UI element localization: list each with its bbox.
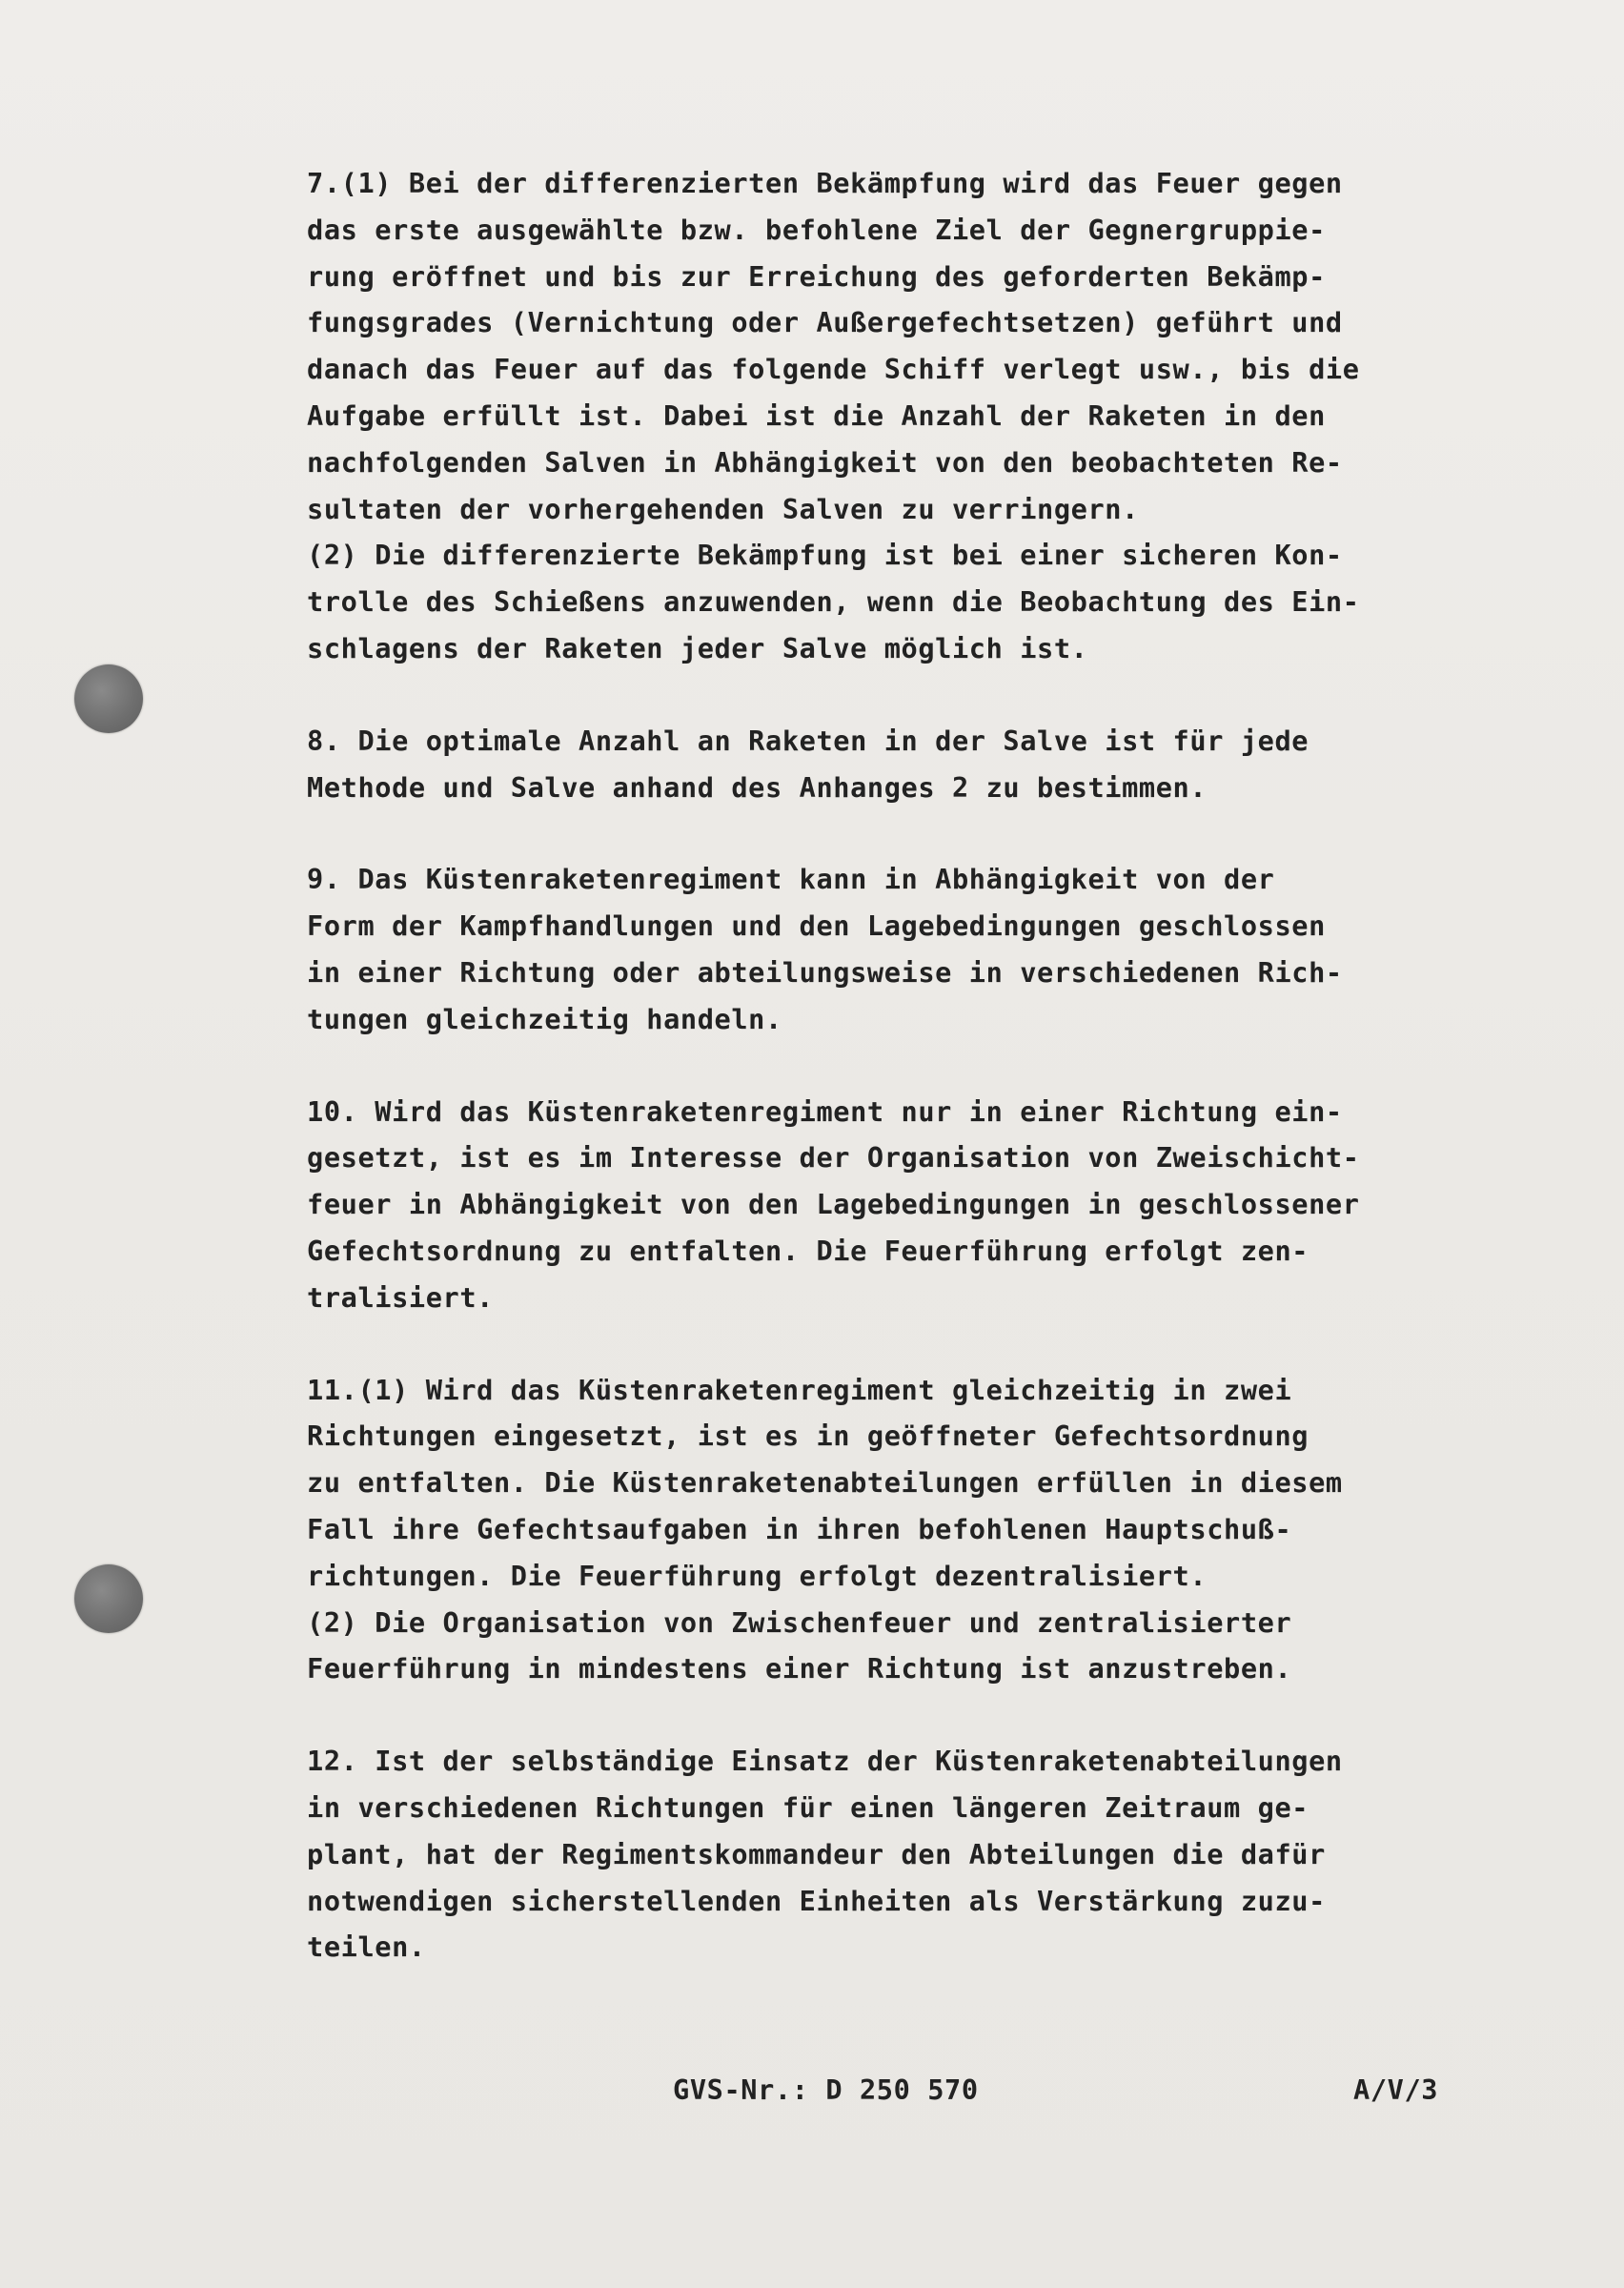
text-line: trolle des Schießens anzuwenden, wenn die Beobachtung des Ein-: [307, 585, 1360, 619]
paragraph-12: [307, 1738, 1498, 1971]
paragraph-8: [307, 718, 1498, 811]
punch-hole-upper: [74, 664, 143, 733]
text-line: 10. Wird das Küstenraketenregiment nur in einer Richtung ein-: [307, 1094, 1343, 1128]
text-line: Gefechtsordnung zu entfalten. Die Feuerführung erfolgt zen-: [307, 1234, 1309, 1267]
text-line: richtungen. Die Feuerführung erfolgt dezentralisiert.: [307, 1559, 1208, 1592]
document-body: [307, 160, 1498, 1971]
text-line: nachfolgenden Salven in Abhängigkeit von den beobachteten Re-: [307, 445, 1343, 479]
text-line: teilen.: [307, 1930, 426, 1964]
text-line: Richtungen eingesetzt, ist es in geöffneter Gefechtsordnung: [307, 1420, 1309, 1453]
paragraph-7: [307, 160, 1498, 672]
text-line: Methode und Salve anhand des Anhanges 2 zu bestimmen.: [307, 770, 1208, 804]
text-line: in einer Richtung oder abteilungsweise in verschiedenen Rich-: [307, 955, 1343, 989]
punch-hole-lower: [74, 1564, 143, 1633]
text-line: danach das Feuer auf das folgende Schiff verlegt usw., bis die: [307, 353, 1360, 386]
paragraph-10: [307, 1089, 1498, 1321]
text-line: plant, hat der Regimentskommandeur den Abteilungen die dafür: [307, 1837, 1326, 1870]
text-line: rung eröffnet und bis zur Erreichung des geforderten Bekämp-: [307, 259, 1326, 293]
text-line: (2) Die differenzierte Bekämpfung ist bei einer sicheren Kon-: [307, 539, 1343, 572]
paragraph-9: [307, 856, 1498, 1042]
text-line: 11.(1) Wird das Küstenraketenregiment gleichzeitig in zwei: [307, 1373, 1292, 1406]
text-line: Feuerführung in mindestens einer Richtung ist anzustreben.: [307, 1652, 1292, 1685]
text-line: tralisiert.: [307, 1280, 494, 1314]
text-line: zu entfalten. Die Küstenraketenabteilungen erfüllen in diesem: [307, 1466, 1343, 1500]
text-line: schlagens der Raketen jeder Salve möglich ist.: [307, 631, 1088, 664]
text-line: Form der Kampfhandlungen und den Lagebedingungen geschlossen: [307, 909, 1326, 943]
text-line: das erste ausgewählte bzw. befohlene Ziel der Gegnergruppie-: [307, 213, 1326, 246]
text-line: sultaten der vorhergehenden Salven zu verringern.: [307, 492, 1139, 525]
text-line: feuer in Abhängigkeit von den Lagebedingungen in geschlossener: [307, 1188, 1360, 1221]
text-line: gesetzt, ist es im Interesse der Organisation von Zweischicht-: [307, 1141, 1360, 1175]
text-line: 7.(1) Bei der differenzierten Bekämpfung wird das Feuer gegen: [307, 167, 1343, 199]
paragraph-11: [307, 1367, 1498, 1693]
text-line: tungen gleichzeitig handeln.: [307, 1002, 782, 1035]
page-identifier: A/V/3: [1353, 2074, 1439, 2106]
text-line: (2) Die Organisation von Zwischenfeuer und zentralisierter: [307, 1605, 1292, 1639]
text-line: 12. Ist der selbständige Einsatz der Küstenraketenabteilungen: [307, 1745, 1343, 1778]
text-line: in verschiedenen Richtungen für einen längeren Zeitraum ge-: [307, 1790, 1309, 1824]
text-line: 9. Das Küstenraketenregiment kann in Abhängigkeit von der: [307, 863, 1275, 896]
document-reference-number: GVS-Nr.: D 250 570: [673, 2074, 979, 2106]
text-line: 8. Die optimale Anzahl an Raketen in der Salve ist für jede: [307, 724, 1309, 757]
text-line: Fall ihre Gefechtsaufgaben in ihren befohlenen Hauptschuß-: [307, 1512, 1292, 1545]
text-line: fungsgrades (Vernichtung oder Außergefechtsetzen) geführt und: [307, 306, 1343, 339]
text-line: notwendigen sicherstellenden Einheiten als Verstärkung zuzu-: [307, 1884, 1326, 1917]
text-line: Aufgabe erfüllt ist. Dabei ist die Anzahl der Raketen in den: [307, 398, 1326, 432]
